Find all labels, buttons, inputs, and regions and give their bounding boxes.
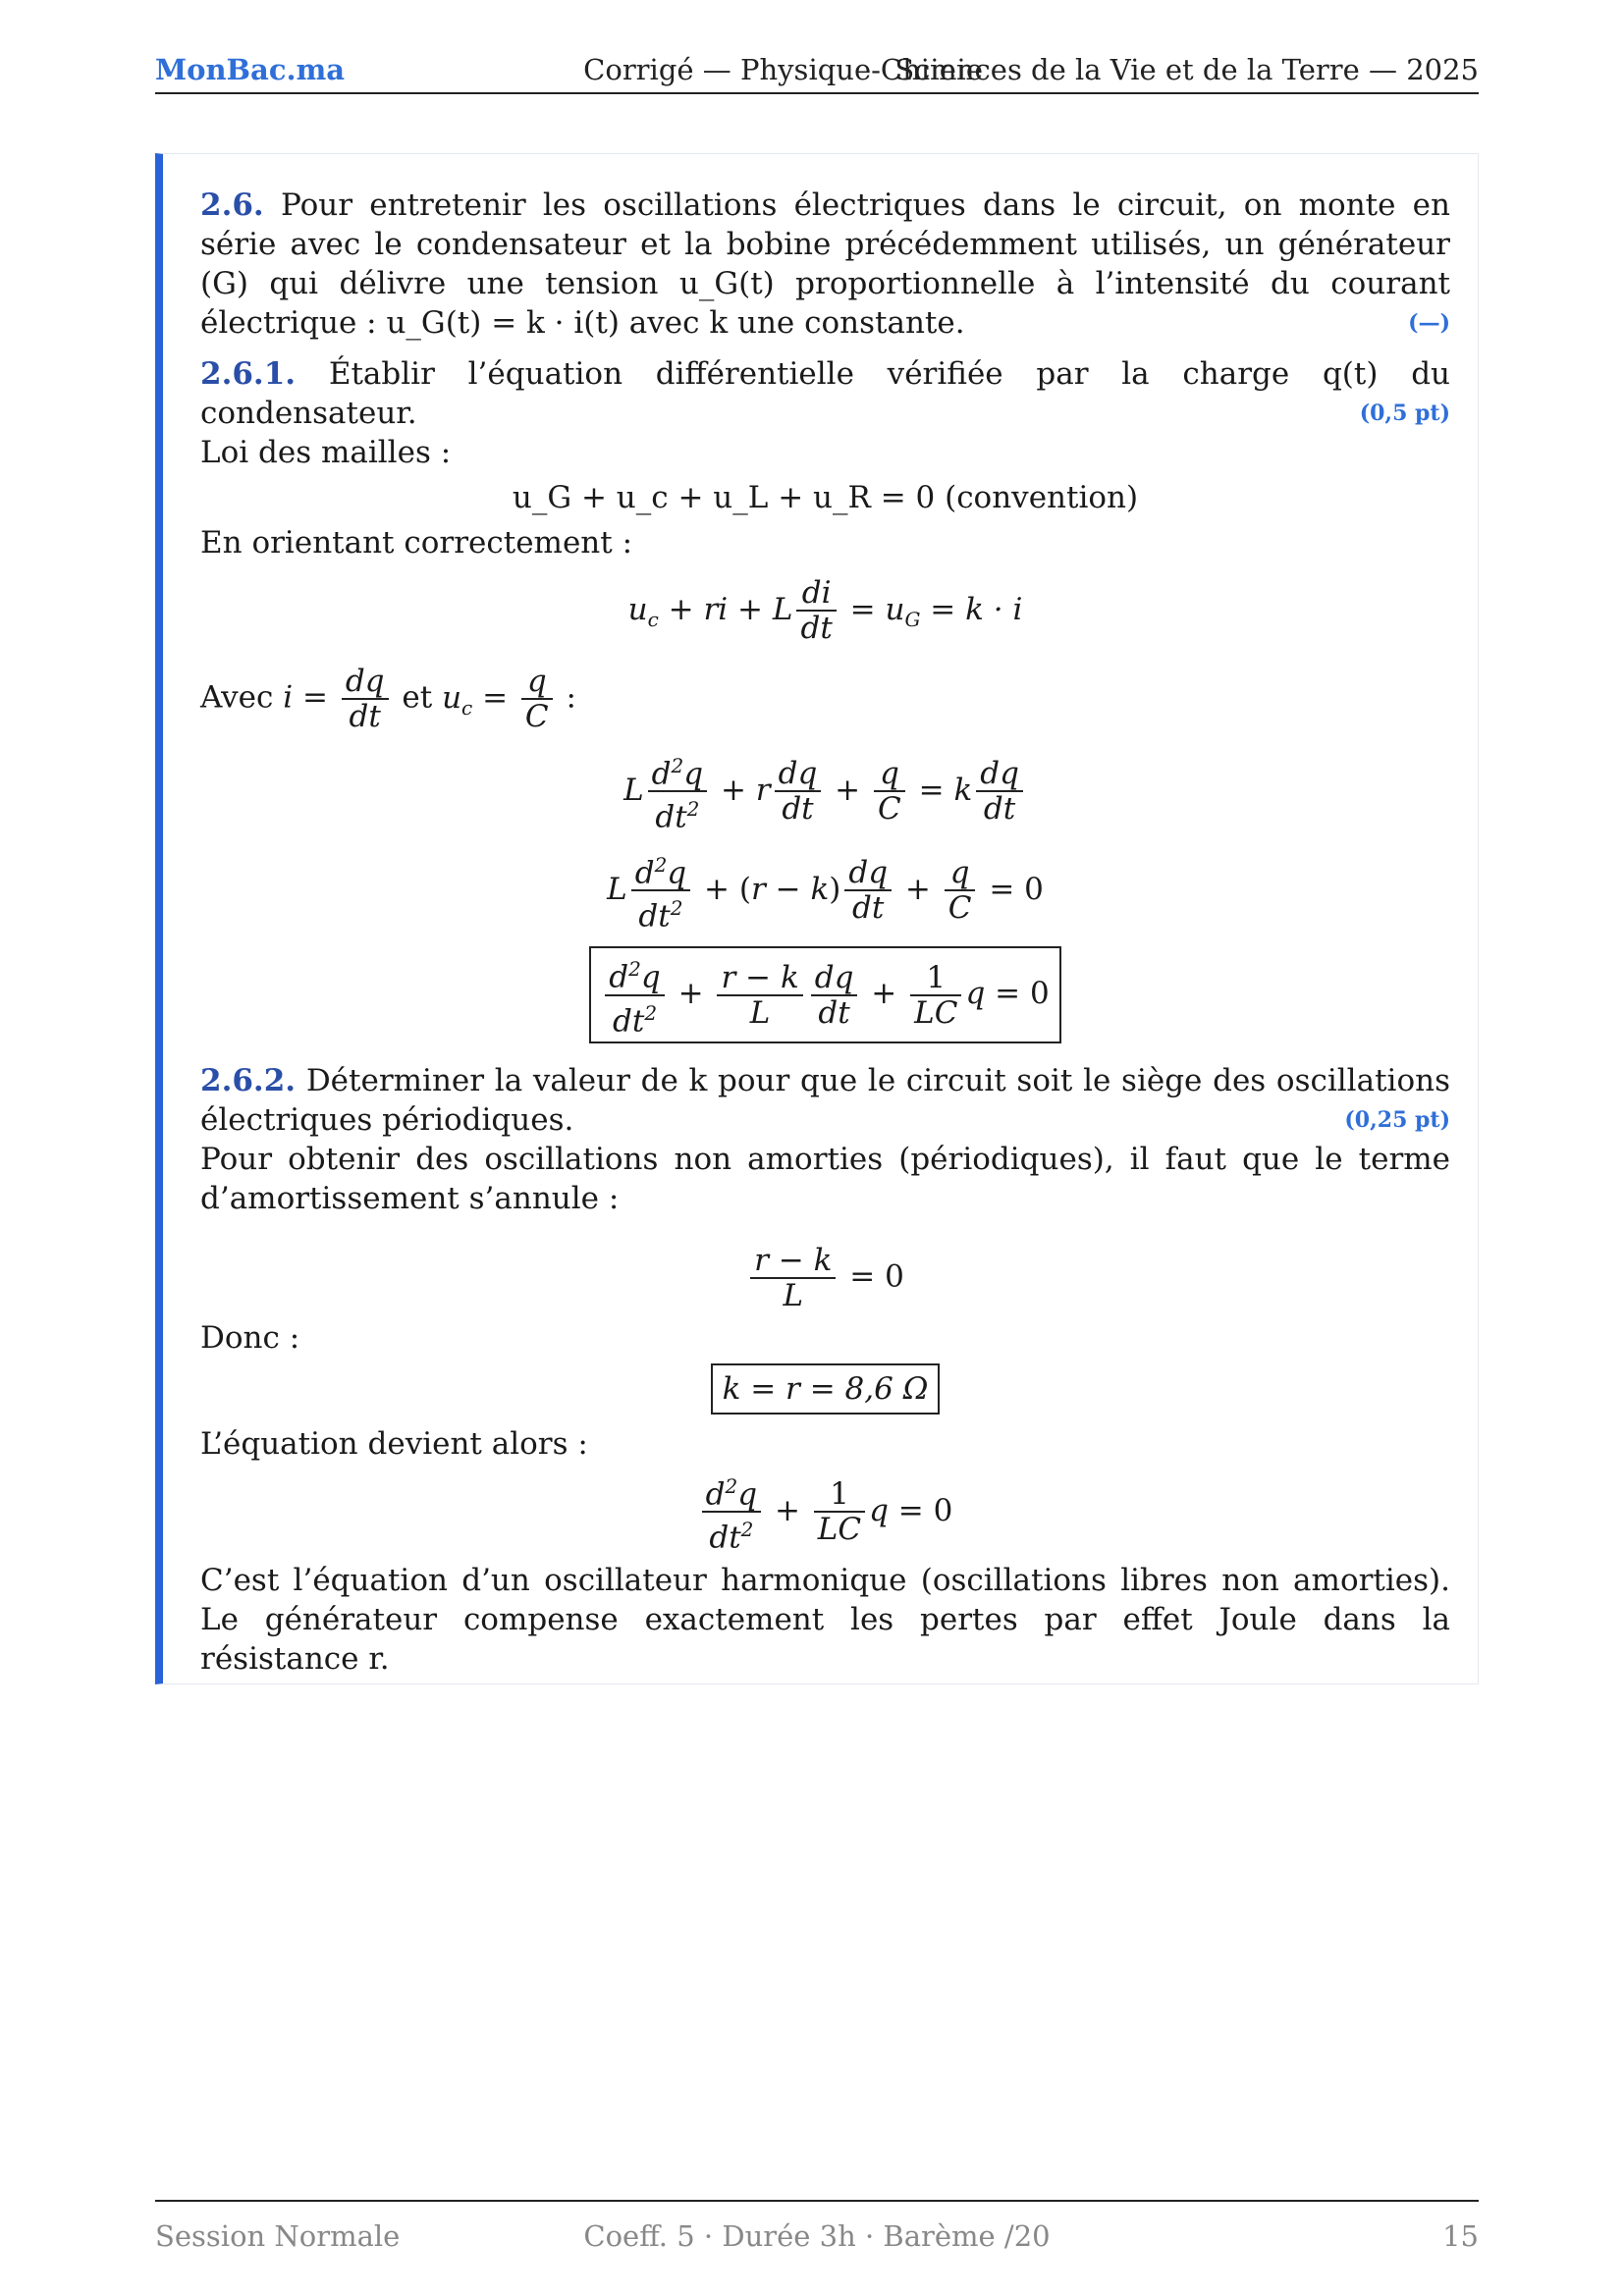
question-text: Établir l’équation différentielle vérifiée par la charge q(t) du condensateur. bbox=[200, 356, 1450, 431]
footer-coeff: Coeff. 5 · Durée 3h · Barème /20 bbox=[583, 2219, 1051, 2253]
equation-condition: $\frac{r - k}{L}$ = 0 bbox=[200, 1244, 1450, 1312]
donc-label: Donc : bbox=[200, 1319, 300, 1356]
question-2-6 bbox=[200, 186, 1450, 343]
condition-text: Pour obtenir des oscillations non amorties (périodiques), il faut que le terme d’amortissement s’annule : bbox=[200, 1141, 1450, 1216]
equation-harmonic: $\frac{d^2q}{dt^2}$ + $\frac{1}{LC}$ q = 0 bbox=[200, 1469, 1450, 1555]
solution-content bbox=[200, 186, 1450, 1679]
question-text: Pour entretenir les oscillations électriques dans le circuit, on monte en série avec le condensateur et la bobine précédemment utilisés, un générateur (G) qui délivre une tension u_G(t) proportionnelle à l’intensité du courant électrique : u_G(t) = k · i(t) avec k une constante. bbox=[200, 187, 1450, 341]
equation-step-1: L $\frac{d^2q}{dt^2}$ + r $\frac{dq}{dt}$ + $\frac{q}{C}$ = k $\frac{dq}{dt}$ bbox=[200, 749, 1450, 834]
equation-mailles: u_G + u_c + u_L + u_R = 0 (convention) bbox=[512, 480, 1139, 515]
orientation-label: En orientant correctement : bbox=[200, 525, 633, 561]
points-badge: (0,5 pt) bbox=[1359, 400, 1450, 426]
equation-final-boxed: $\frac{d^2q}{dt^2}$ + $\frac{r - k}{L}$ $\frac{dq}{dt}$ + $\frac{1}{LC}$ q = 0 bbox=[200, 946, 1450, 1043]
question-2-6-2 bbox=[200, 1061, 1450, 1140]
k-result-value: k = r = 8,6 Ω bbox=[711, 1363, 941, 1415]
equation-step-2: L $\frac{d^2q}{dt^2}$ + (r − k) $\frac{dq}{dt}$ + $\frac{q}{C}$ = 0 bbox=[200, 848, 1450, 934]
page-header bbox=[155, 51, 1479, 94]
running-title-a: Corrigé — Physique-Chimie bbox=[583, 53, 983, 86]
question-2-6-1 bbox=[200, 354, 1450, 433]
question-number: 2.6.1. bbox=[200, 356, 297, 392]
question-number: 2.6.2. bbox=[200, 1062, 297, 1098]
k-result bbox=[200, 1363, 1450, 1415]
equation-devient-label: L’équation devient alors : bbox=[200, 1425, 588, 1462]
running-title-b: Sciences de la Vie et de la Terre — 2025 bbox=[894, 53, 1479, 86]
equation-orientation: $u_c$ + ri + L $\frac{di}{dt}$ = $u_G = k \cdot i$ bbox=[627, 575, 1023, 646]
page-number: 15 bbox=[1442, 2219, 1479, 2253]
conclusion-text: C’est l’équation d’un oscillateur harmonique (oscillations libres non amorties). Le générateur compense exactement les pertes par effet Joule dans la résistance r. bbox=[200, 1562, 1450, 1677]
question-text: Déterminer la valeur de k pour que le circuit soit le siège des oscillations électriques périodiques. bbox=[200, 1062, 1450, 1138]
question-number: 2.6. bbox=[200, 187, 264, 223]
page-footer bbox=[155, 2200, 1479, 2261]
brand-logo: MonBac.ma bbox=[155, 53, 346, 86]
footer-session: Session Normale bbox=[155, 2219, 401, 2253]
loi-mailles-label: Loi des mailles : bbox=[200, 435, 452, 470]
points-badge: (—) bbox=[1408, 310, 1450, 336]
solution-box bbox=[155, 153, 1479, 1684]
points-badge: (0,25 pt) bbox=[1344, 1106, 1450, 1133]
substitution-line: Avec i = $\frac{dq}{dt}$ et $u_c$ = $\frac{q}{C}$ : bbox=[200, 664, 576, 734]
